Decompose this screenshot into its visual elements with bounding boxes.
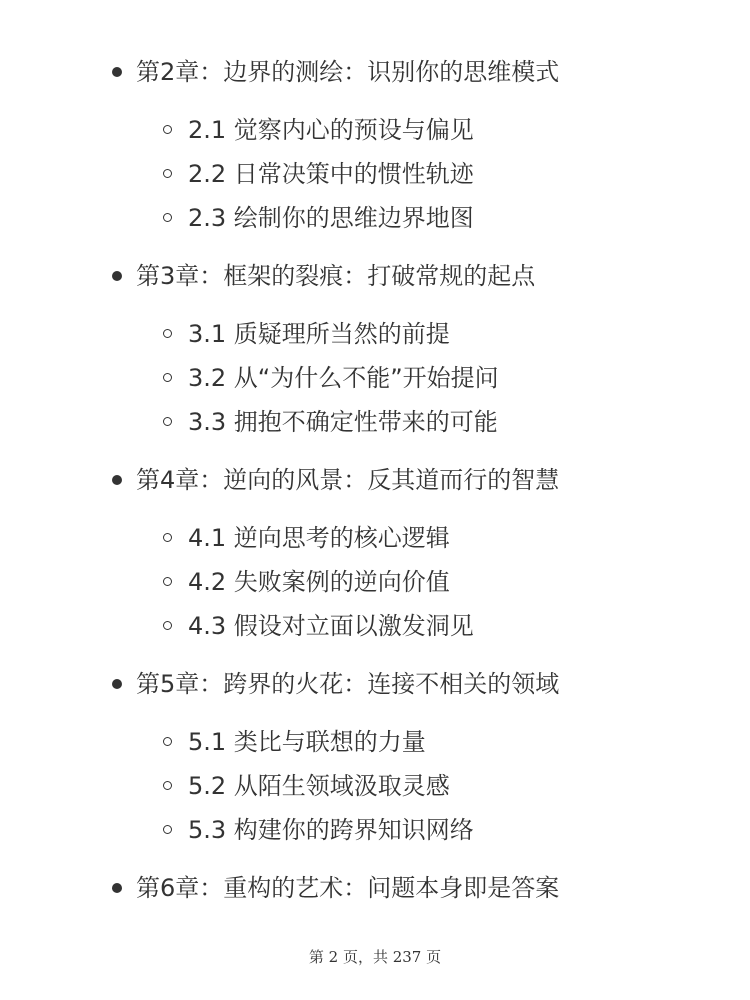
section-title: 3.3 拥抱不确定性带来的可能	[188, 408, 498, 436]
section-title: 2.2 日常决策中的惯性轨迹	[188, 160, 474, 188]
section-title: 2.1 觉察内心的预设与偏见	[188, 116, 474, 144]
bullet-circle-icon	[163, 621, 172, 630]
bullet-dot-icon	[112, 883, 122, 893]
section-item	[0, 196, 750, 240]
section-item	[0, 516, 750, 560]
section-title: 4.3 假设对立面以激发洞见	[188, 612, 474, 640]
section-list	[0, 298, 750, 458]
bullet-dot-icon	[112, 679, 122, 689]
bullet-dot-icon	[112, 475, 122, 485]
section-item	[0, 764, 750, 808]
section-list	[0, 94, 750, 254]
chapter-block	[0, 50, 750, 254]
table-of-contents	[0, 50, 750, 910]
section-title: 2.3 绘制你的思维边界地图	[188, 204, 474, 232]
bullet-circle-icon	[163, 125, 172, 134]
section-item	[0, 356, 750, 400]
bullet-circle-icon	[163, 533, 172, 542]
bullet-circle-icon	[163, 329, 172, 338]
bullet-circle-icon	[163, 825, 172, 834]
chapter-title: 第6章：重构的艺术：问题本身即是答案	[136, 874, 560, 902]
chapter-block	[0, 662, 750, 866]
section-title: 4.2 失败案例的逆向价值	[188, 568, 450, 596]
bullet-dot-icon	[112, 67, 122, 77]
section-item	[0, 400, 750, 444]
bullet-circle-icon	[163, 213, 172, 222]
section-item	[0, 808, 750, 852]
chapter-block	[0, 866, 750, 910]
section-item	[0, 604, 750, 648]
section-title: 3.1 质疑理所当然的前提	[188, 320, 450, 348]
section-list	[0, 502, 750, 662]
bullet-dot-icon	[112, 271, 122, 281]
bullet-circle-icon	[163, 781, 172, 790]
bullet-circle-icon	[163, 577, 172, 586]
bullet-circle-icon	[163, 737, 172, 746]
chapter-title: 第2章：边界的测绘：识别你的思维模式	[136, 58, 560, 86]
page-number: 第 2 页，共 237 页	[308, 948, 442, 966]
chapter-title: 第4章：逆向的风景：反其道而行的智慧	[136, 466, 560, 494]
bullet-circle-icon	[163, 169, 172, 178]
chapter-heading	[0, 254, 750, 298]
bullet-circle-icon	[163, 373, 172, 382]
section-title: 4.1 逆向思考的核心逻辑	[188, 524, 450, 552]
section-item	[0, 152, 750, 196]
chapter-heading	[0, 866, 750, 910]
chapter-heading	[0, 50, 750, 94]
section-item	[0, 560, 750, 604]
section-item	[0, 720, 750, 764]
bullet-circle-icon	[163, 417, 172, 426]
section-title: 5.3 构建你的跨界知识网络	[188, 816, 474, 844]
chapter-title: 第5章：跨界的火花：连接不相关的领域	[136, 670, 560, 698]
chapter-title: 第3章：框架的裂痕：打破常规的起点	[136, 262, 536, 290]
section-list	[0, 706, 750, 866]
section-item	[0, 312, 750, 356]
chapter-heading	[0, 662, 750, 706]
section-item	[0, 108, 750, 152]
chapter-heading	[0, 458, 750, 502]
chapter-block	[0, 254, 750, 458]
section-title: 5.2 从陌生领域汲取灵感	[188, 772, 450, 800]
section-title: 5.1 类比与联想的力量	[188, 728, 426, 756]
chapter-block	[0, 458, 750, 662]
section-title: 3.2 从“为什么不能”开始提问	[188, 364, 499, 392]
page-footer	[0, 946, 750, 967]
